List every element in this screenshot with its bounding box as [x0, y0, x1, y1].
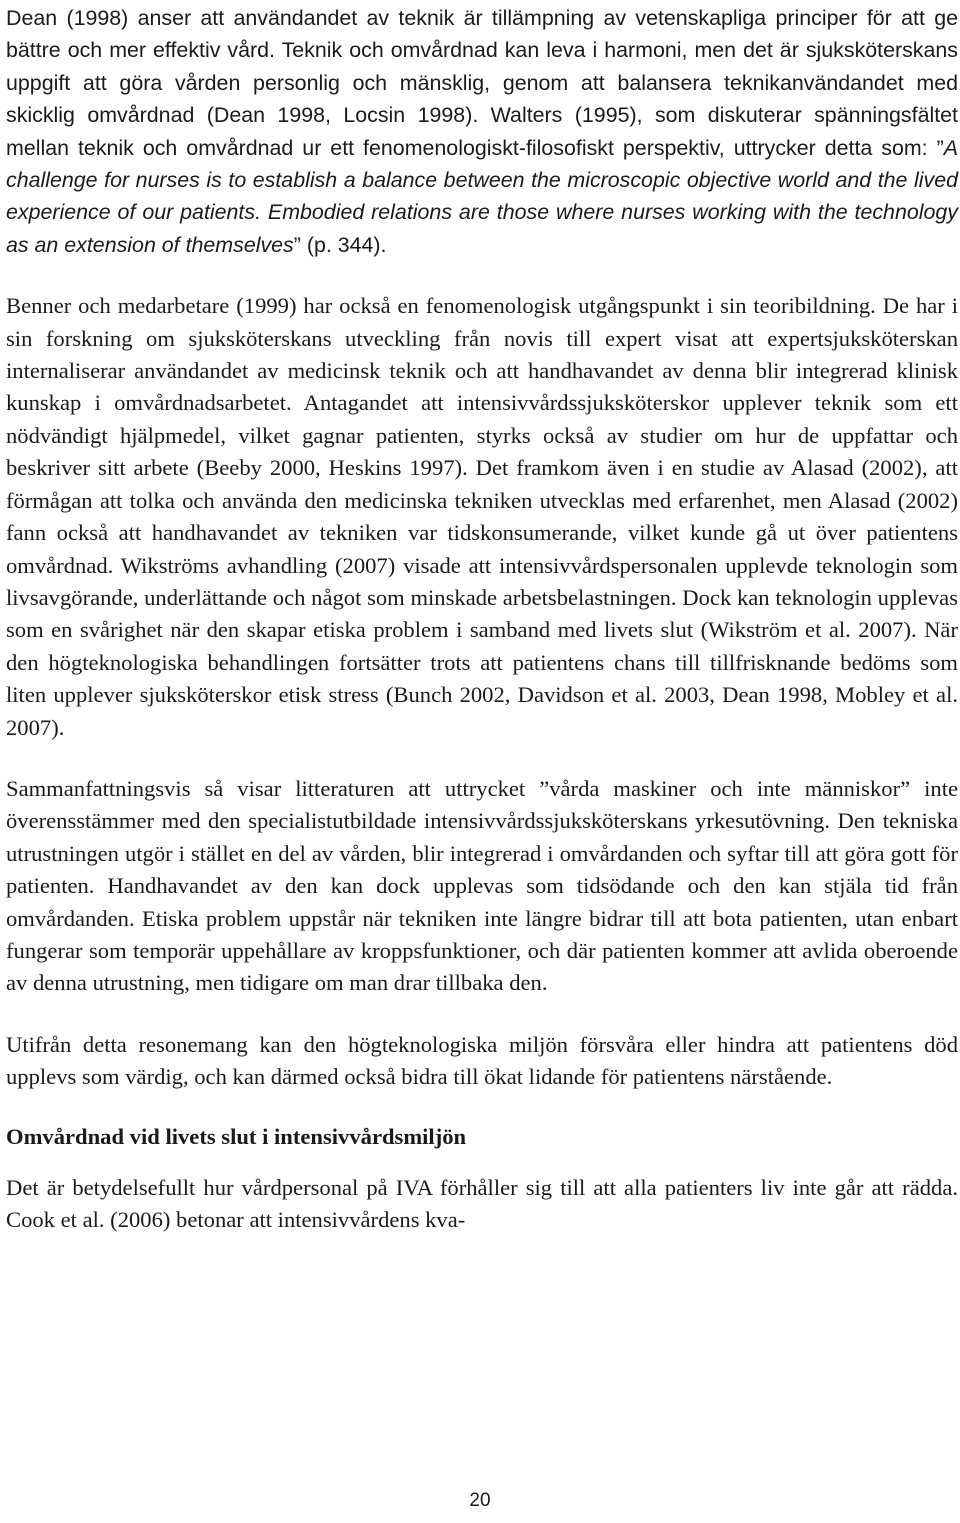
paragraph-conclusion: Utifrån detta resonemang kan den högteknologiska miljön försvåra eller hindra att patientens död upplevs som värdig, och kan därmed också bidra till ökat lidande för patientens närstående. — [6, 1031, 958, 1090]
quote-walters: A challenge for nurses is to establish a balance between the microscopic objective world and the lived experience of our patients. Embodied relations are those where nurses working with the technology as an extension of themselves — [6, 135, 958, 257]
paragraph-benner: Benner och medarbetare (1999) har också en fenomenologisk utgångspunkt i sin teoribildning. De har i sin forskning om sjuksköterskans utveckling från novis till expert visat att expertsjuksköterskan internaliserar användandet av medicinsk teknik och att handhavandet av denna blir integrerad klinisk kunskap i omvårdnadsarbetet. Antagandet att intensivvårdssjuksköterskor upplever teknik som ett nödvändigt hjälpmedel, vilket gagnar patienten, styrks också av studier om hur de uppfattar och beskriver sitt arbete (Beeby 2000, Heskins 1997). Det framkom även i en studie av Alasad (2002), att förmågan att tolka och använda den medicinska tekniken utvecklas med erfarenhet, men Alasad (2002) fann också att handhavandet av tekniken var tidskonsumerande, vilket kunde gå ut över patientens omvårdnad. Wikströms avhandling (2007) visade att intensivvårdspersonalen upplevde teknologin som livsavgörande, underlättande och något som minskade arbetsbelastningen. Dock kan teknologin upplevas som en svårighet när den skapar etiska problem i samband med livets slut (Wikström et al. 2007). När den högteknologiska behandlingen fortsätter trots att patientens chans till tillfrisknande bedöms som liten upplever sjuksköterskor etisk stress (Bunch 2002, Davidson et al. 2003, Dean 1998, Mobley et al. 2007). — [6, 293, 958, 740]
paragraph-end-of-life: Det är betydelsefullt hur vårdpersonal på IVA förhåller sig till att alla patienters liv inte går att rädda. Cook et al. (2006) betonar att intensivvårdens kva- — [6, 1175, 958, 1233]
page-number: 20 — [469, 1490, 491, 1511]
section-heading: Omvårdnad vid livets slut i intensivvårdsmiljön — [6, 1123, 467, 1149]
quote-citation: ” (p. 344). — [293, 232, 387, 257]
document-page — [6, 0, 958, 1237]
paragraph-summary: Sammanfattningsvis så visar litteraturen att uttrycket ”vårda maskiner och inte människor” inte överensstämmer med den specialistutbildade intensivvårdssjuksköterskans yrkesutövning. Den tekniska utrustningen utgör i stället en del av vården, blir integrerad i omvårdanden och syftar till att göra gott för patienten. Handhavandet av den kan dock upplevas som tidsödande och den kan stjäla tid från omvårdanden. Etiska problem uppstår när tekniken inte längre bidrar till att bota patienten, utan enbart fungerar som temporär uppehållare av kroppsfunktioner, och där patienten kommer att avlida oberoende av denna utrustning, men tidigare om man drar tillbaka den. — [6, 775, 958, 996]
paragraph-technology-nursing — [6, 2, 958, 261]
paragraph-text: Dean (1998) anser att användandet av teknik är tillämpning av vetenskapliga principer för att ge bättre och mer effektiv vård. Teknik och omvårdnad kan leva i harmoni, men det är sjuksköterskans uppgift att göra vården personlig och mänsklig, genom att balansera teknikanvändandet med skicklig omvårdnad (Dean 1998, Locsin 1998). Walters (1995), som diskuterar spänningsfältet mellan teknik och omvårdnad ur ett fenomenologiskt-filosofiskt perspektiv, uttrycker detta som: ” — [6, 6, 958, 160]
